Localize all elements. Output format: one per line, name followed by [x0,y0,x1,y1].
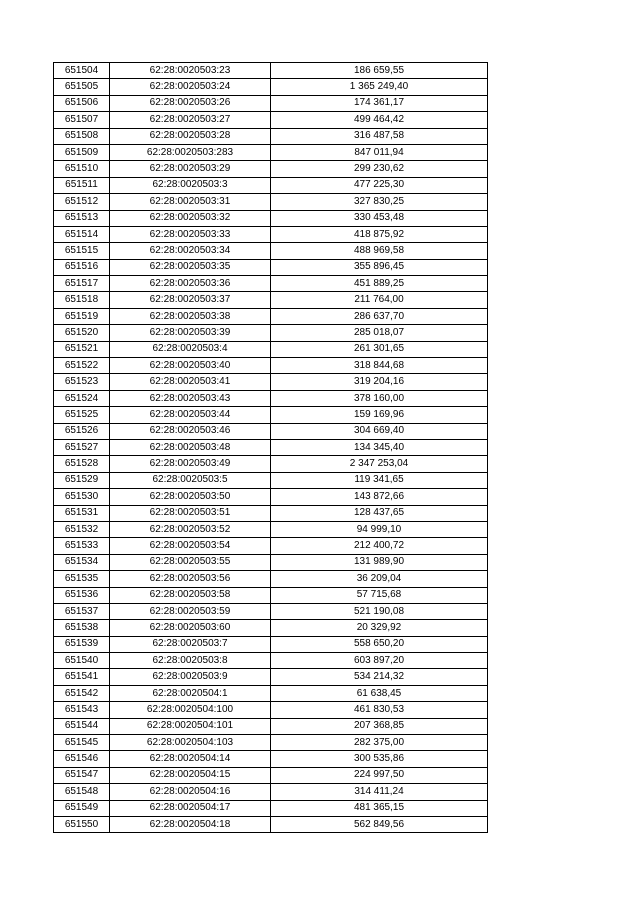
value-cell: 461 830,53 [271,702,488,718]
row-number-cell: 651534 [54,554,110,570]
value-cell: 20 329,92 [271,620,488,636]
row-number-cell: 651542 [54,685,110,701]
row-number-cell: 651523 [54,374,110,390]
table-row [54,128,488,144]
table-row [54,276,488,292]
value-cell: 299 230,62 [271,161,488,177]
cadastral-number-cell: 62:28:0020503:37 [110,292,271,308]
row-number-cell: 651539 [54,636,110,652]
row-number-cell: 651529 [54,472,110,488]
cadastral-number-cell: 62:28:0020503:3 [110,177,271,193]
value-cell: 174 361,17 [271,95,488,111]
cadastral-number-cell: 62:28:0020504:15 [110,767,271,783]
cadastral-number-cell: 62:28:0020503:283 [110,144,271,160]
cadastral-number-cell: 62:28:0020503:41 [110,374,271,390]
value-cell: 319 204,16 [271,374,488,390]
table-row [54,702,488,718]
table-row [54,587,488,603]
cadastral-number-cell: 62:28:0020504:18 [110,816,271,832]
table-row [54,505,488,521]
row-number-cell: 651509 [54,144,110,160]
value-cell: 603 897,20 [271,653,488,669]
row-number-cell: 651531 [54,505,110,521]
row-number-cell: 651507 [54,112,110,128]
value-cell: 521 190,08 [271,603,488,619]
table-body [54,63,488,833]
table-row [54,751,488,767]
data-table [53,62,488,833]
table-row [54,489,488,505]
value-cell: 418 875,92 [271,226,488,242]
cadastral-number-cell: 62:28:0020503:54 [110,538,271,554]
value-cell: 562 849,56 [271,816,488,832]
cadastral-number-cell: 62:28:0020503:5 [110,472,271,488]
value-cell: 36 209,04 [271,571,488,587]
table-row [54,685,488,701]
cadastral-number-cell: 62:28:0020503:48 [110,439,271,455]
cadastral-number-cell: 62:28:0020503:23 [110,63,271,79]
row-number-cell: 651546 [54,751,110,767]
cadastral-number-cell: 62:28:0020503:24 [110,79,271,95]
value-cell: 143 872,66 [271,489,488,505]
table-row [54,63,488,79]
table-row [54,816,488,832]
row-number-cell: 651543 [54,702,110,718]
cadastral-number-cell: 62:28:0020504:101 [110,718,271,734]
table-row [54,226,488,242]
cadastral-number-cell: 62:28:0020503:39 [110,325,271,341]
row-number-cell: 651541 [54,669,110,685]
table-row [54,161,488,177]
value-cell: 224 997,50 [271,767,488,783]
value-cell: 286 637,70 [271,308,488,324]
cadastral-number-cell: 62:28:0020504:17 [110,800,271,816]
table-row [54,341,488,357]
cadastral-number-cell: 62:28:0020504:103 [110,735,271,751]
table-row [54,144,488,160]
table-row [54,112,488,128]
cadastral-number-cell: 62:28:0020503:50 [110,489,271,505]
cadastral-number-cell: 62:28:0020503:35 [110,259,271,275]
cadastral-number-cell: 62:28:0020503:60 [110,620,271,636]
value-cell: 355 896,45 [271,259,488,275]
row-number-cell: 651533 [54,538,110,554]
row-number-cell: 651550 [54,816,110,832]
cadastral-number-cell: 62:28:0020503:29 [110,161,271,177]
row-number-cell: 651515 [54,243,110,259]
value-cell: 316 487,58 [271,128,488,144]
cadastral-number-cell: 62:28:0020503:52 [110,521,271,537]
value-cell: 261 301,65 [271,341,488,357]
cadastral-number-cell: 62:28:0020503:4 [110,341,271,357]
table-row [54,423,488,439]
row-number-cell: 651513 [54,210,110,226]
table-row [54,718,488,734]
cadastral-number-cell: 62:28:0020503:7 [110,636,271,652]
table-row [54,292,488,308]
cadastral-number-cell: 62:28:0020503:44 [110,407,271,423]
cadastral-number-cell: 62:28:0020504:16 [110,784,271,800]
cadastral-number-cell: 62:28:0020504:1 [110,685,271,701]
cadastral-number-cell: 62:28:0020503:27 [110,112,271,128]
table-row [54,800,488,816]
cadastral-number-cell: 62:28:0020503:26 [110,95,271,111]
cadastral-number-cell: 62:28:0020503:32 [110,210,271,226]
value-cell: 451 889,25 [271,276,488,292]
row-number-cell: 651545 [54,735,110,751]
cadastral-number-cell: 62:28:0020503:8 [110,653,271,669]
row-number-cell: 651521 [54,341,110,357]
row-number-cell: 651508 [54,128,110,144]
value-cell: 499 464,42 [271,112,488,128]
row-number-cell: 651540 [54,653,110,669]
table-row [54,374,488,390]
table-row [54,177,488,193]
table-row [54,784,488,800]
value-cell: 488 969,58 [271,243,488,259]
table-row [54,603,488,619]
value-cell: 128 437,65 [271,505,488,521]
value-cell: 282 375,00 [271,735,488,751]
row-number-cell: 651519 [54,308,110,324]
row-number-cell: 651548 [54,784,110,800]
row-number-cell: 651528 [54,456,110,472]
row-number-cell: 651505 [54,79,110,95]
row-number-cell: 651544 [54,718,110,734]
cadastral-number-cell: 62:28:0020503:34 [110,243,271,259]
value-cell: 300 535,86 [271,751,488,767]
cadastral-number-cell: 62:28:0020504:14 [110,751,271,767]
table-row [54,538,488,554]
row-number-cell: 651526 [54,423,110,439]
cadastral-number-cell: 62:28:0020503:28 [110,128,271,144]
table-row [54,653,488,669]
table-row [54,390,488,406]
table-row [54,472,488,488]
value-cell: 847 011,94 [271,144,488,160]
cadastral-number-cell: 62:28:0020503:58 [110,587,271,603]
value-cell: 57 715,68 [271,587,488,603]
value-cell: 285 018,07 [271,325,488,341]
cadastral-number-cell: 62:28:0020503:36 [110,276,271,292]
row-number-cell: 651538 [54,620,110,636]
row-number-cell: 651532 [54,521,110,537]
table-row [54,210,488,226]
value-cell: 481 365,15 [271,800,488,816]
value-cell: 159 169,96 [271,407,488,423]
table-row [54,95,488,111]
cadastral-number-cell: 62:28:0020503:46 [110,423,271,439]
row-number-cell: 651512 [54,194,110,210]
table-row [54,571,488,587]
table-row [54,620,488,636]
row-number-cell: 651510 [54,161,110,177]
value-cell: 378 160,00 [271,390,488,406]
table-row [54,439,488,455]
value-cell: 327 830,25 [271,194,488,210]
cadastral-number-cell: 62:28:0020503:55 [110,554,271,570]
row-number-cell: 651518 [54,292,110,308]
row-number-cell: 651522 [54,358,110,374]
value-cell: 534 214,32 [271,669,488,685]
table-row [54,456,488,472]
table-row [54,554,488,570]
table-row [54,767,488,783]
value-cell: 61 638,45 [271,685,488,701]
table-row [54,521,488,537]
value-cell: 558 650,20 [271,636,488,652]
row-number-cell: 651536 [54,587,110,603]
table-row [54,407,488,423]
table-row [54,325,488,341]
row-number-cell: 651525 [54,407,110,423]
row-number-cell: 651549 [54,800,110,816]
value-cell: 2 347 253,04 [271,456,488,472]
row-number-cell: 651527 [54,439,110,455]
value-cell: 477 225,30 [271,177,488,193]
cadastral-number-cell: 62:28:0020503:56 [110,571,271,587]
row-number-cell: 651517 [54,276,110,292]
table-row [54,358,488,374]
row-number-cell: 651504 [54,63,110,79]
cadastral-number-cell: 62:28:0020503:40 [110,358,271,374]
value-cell: 1 365 249,40 [271,79,488,95]
cadastral-number-cell: 62:28:0020503:9 [110,669,271,685]
cadastral-number-cell: 62:28:0020503:49 [110,456,271,472]
table-row [54,243,488,259]
table-row [54,636,488,652]
row-number-cell: 651524 [54,390,110,406]
cadastral-number-cell: 62:28:0020504:100 [110,702,271,718]
row-number-cell: 651547 [54,767,110,783]
table-row [54,194,488,210]
cadastral-number-cell: 62:28:0020503:59 [110,603,271,619]
value-cell: 318 844,68 [271,358,488,374]
value-cell: 186 659,55 [271,63,488,79]
value-cell: 212 400,72 [271,538,488,554]
row-number-cell: 651520 [54,325,110,341]
value-cell: 211 764,00 [271,292,488,308]
value-cell: 207 368,85 [271,718,488,734]
value-cell: 119 341,65 [271,472,488,488]
cadastral-number-cell: 62:28:0020503:38 [110,308,271,324]
row-number-cell: 651530 [54,489,110,505]
table-row [54,735,488,751]
row-number-cell: 651516 [54,259,110,275]
table-row [54,308,488,324]
value-cell: 314 411,24 [271,784,488,800]
table-row [54,669,488,685]
value-cell: 330 453,48 [271,210,488,226]
row-number-cell: 651537 [54,603,110,619]
cadastral-number-cell: 62:28:0020503:31 [110,194,271,210]
value-cell: 304 669,40 [271,423,488,439]
cadastral-number-cell: 62:28:0020503:33 [110,226,271,242]
row-number-cell: 651506 [54,95,110,111]
row-number-cell: 651514 [54,226,110,242]
value-cell: 94 999,10 [271,521,488,537]
row-number-cell: 651535 [54,571,110,587]
row-number-cell: 651511 [54,177,110,193]
table-row [54,79,488,95]
cadastral-number-cell: 62:28:0020503:43 [110,390,271,406]
value-cell: 131 989,90 [271,554,488,570]
value-cell: 134 345,40 [271,439,488,455]
table-row [54,259,488,275]
cadastral-number-cell: 62:28:0020503:51 [110,505,271,521]
